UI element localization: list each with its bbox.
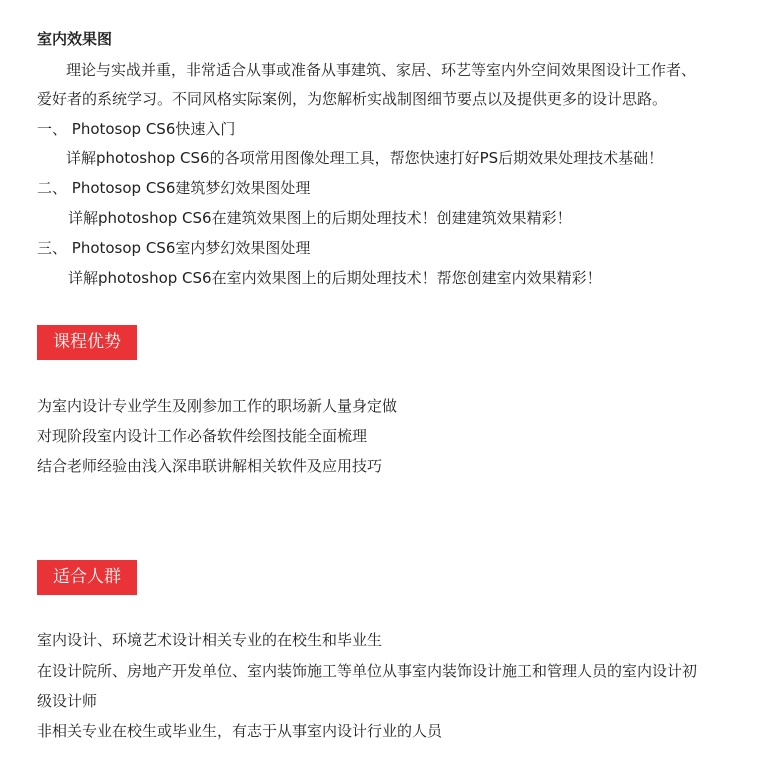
- module-heading: 一、 Photosop CS6快速入门: [37, 120, 236, 138]
- module-detail: 详解photoshop CS6的各项常用图像处理工具，帮您快速打好PS后期效果处理技术基础！: [66, 149, 664, 167]
- module-heading: 二、 Photosop CS6建筑梦幻效果图处理: [37, 179, 311, 197]
- intro-description: 理论与实战并重，非常适合从事或准备从事建筑、家居、环艺等室内外空间效果图设计工作者、: [66, 61, 697, 79]
- advantages-badge: 课程优势: [37, 325, 137, 360]
- list-item: 结合老师经验由浅入深串联讲解相关软件及应用技巧: [37, 457, 383, 475]
- list-item: 室内设计、环境艺术设计相关专业的在校生和毕业生: [37, 631, 383, 649]
- audience-badge: 适合人群: [37, 560, 137, 595]
- list-item: 在设计院所、房地产开发单位、室内装饰施工等单位从事室内装饰设计施工和管理人员的室内设计初: [37, 662, 698, 680]
- module-detail: 详解photoshop CS6在室内效果图上的后期处理技术！帮您创建室内效果精彩！: [68, 269, 602, 287]
- list-item: 非相关专业在校生或毕业生，有志于从事室内设计行业的人员: [37, 722, 443, 740]
- section-title: 室内效果图: [37, 30, 113, 48]
- module-detail: 详解photoshop CS6在建筑效果图上的后期处理技术！创建建筑效果精彩！: [68, 209, 572, 227]
- list-item: 对现阶段室内设计工作必备软件绘图技能全面梳理: [37, 427, 368, 445]
- module-heading: 三、 Photosop CS6室内梦幻效果图处理: [37, 239, 311, 257]
- list-item: 级设计师: [37, 692, 98, 710]
- intro-description: 爱好者的系统学习。不同风格实际案例，为您解析实战制图细节要点以及提供更多的设计思路。: [37, 90, 668, 108]
- list-item: 为室内设计专业学生及刚参加工作的职场新人量身定做: [37, 397, 398, 415]
